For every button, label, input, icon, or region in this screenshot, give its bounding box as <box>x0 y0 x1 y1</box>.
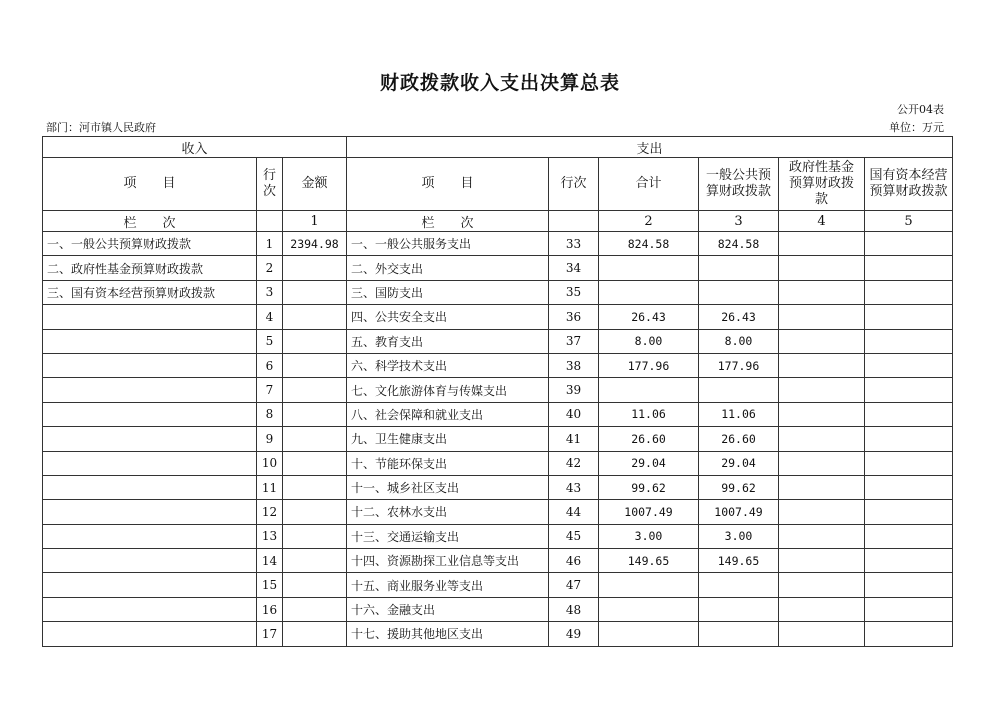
income-line-header: 行次 <box>257 158 283 211</box>
state-capital-cell <box>865 622 953 646</box>
table-row <box>43 232 953 256</box>
expense-line-cell: 34 <box>549 256 599 280</box>
general-budget-cell: 1007.49 <box>699 500 779 524</box>
fund-budget-cell <box>779 597 865 621</box>
total-cell <box>599 256 699 280</box>
income-amount-cell: 2394.98 <box>283 232 347 256</box>
fund-budget-cell <box>779 427 865 451</box>
income-item-header: 项 目 <box>43 158 257 211</box>
income-line-cell: 5 <box>257 329 283 353</box>
table-row <box>43 402 953 426</box>
expense-item-cell: 十二、农林水支出 <box>347 500 549 524</box>
state-capital-cell <box>865 524 953 548</box>
total-cell <box>599 378 699 402</box>
state-capital-cell <box>865 378 953 402</box>
expense-item-cell: 十一、城乡社区支出 <box>347 475 549 499</box>
fund-budget-cell <box>779 353 865 377</box>
table-row <box>43 475 953 499</box>
income-amount-cell <box>283 353 347 377</box>
state-capital-cell <box>865 573 953 597</box>
expense-line-cell: 33 <box>549 232 599 256</box>
income-item-cell <box>43 524 257 548</box>
state-capital-cell <box>865 475 953 499</box>
table-row <box>43 378 953 402</box>
expense-item-header: 项 目 <box>347 158 549 211</box>
income-line-cell: 8 <box>257 402 283 426</box>
income-item-cell <box>43 622 257 646</box>
state-capital-header: 国有资本经营预算财政拨款 <box>865 158 953 211</box>
income-amount-cell <box>283 549 347 573</box>
expense-item-cell: 七、文化旅游体育与传媒支出 <box>347 378 549 402</box>
state-capital-cell <box>865 256 953 280</box>
income-column-label: 栏 次 <box>43 211 257 232</box>
table-row <box>43 451 953 475</box>
income-line-cell: 16 <box>257 597 283 621</box>
state-capital-cell <box>865 549 953 573</box>
fund-budget-cell <box>779 378 865 402</box>
income-amount-cell <box>283 475 347 499</box>
income-line-cell: 17 <box>257 622 283 646</box>
expense-line-cell: 46 <box>549 549 599 573</box>
fund-budget-cell <box>779 256 865 280</box>
income-amount-cell <box>283 451 347 475</box>
table-row <box>43 622 953 646</box>
general-budget-cell <box>699 378 779 402</box>
expense-item-cell: 二、外交支出 <box>347 256 549 280</box>
income-amount-cell <box>283 329 347 353</box>
income-item-cell <box>43 451 257 475</box>
income-amount-cell <box>283 500 347 524</box>
income-item-cell <box>43 475 257 499</box>
income-item-cell <box>43 353 257 377</box>
income-line-cell: 15 <box>257 573 283 597</box>
table-row <box>43 280 953 304</box>
section-header-row <box>43 137 953 158</box>
expense-line-cell: 37 <box>549 329 599 353</box>
table-row <box>43 427 953 451</box>
state-capital-cell <box>865 451 953 475</box>
income-amount-cell <box>283 524 347 548</box>
expense-line-cell: 47 <box>549 573 599 597</box>
total-cell <box>599 280 699 304</box>
income-line-cell: 13 <box>257 524 283 548</box>
income-item-cell <box>43 427 257 451</box>
fund-budget-cell <box>779 475 865 499</box>
column-number-2: 2 <box>599 211 699 232</box>
income-header: 收入 <box>43 137 347 158</box>
table-row <box>43 549 953 573</box>
expense-item-cell: 十六、金融支出 <box>347 597 549 621</box>
total-cell <box>599 597 699 621</box>
column-number-row <box>43 211 953 232</box>
unit-label: 单位：万元 <box>889 121 944 134</box>
state-capital-cell <box>865 402 953 426</box>
income-line-cell: 11 <box>257 475 283 499</box>
expense-item-cell: 四、公共安全支出 <box>347 305 549 329</box>
income-item-cell <box>43 402 257 426</box>
total-cell: 26.43 <box>599 305 699 329</box>
expense-column-label: 栏 次 <box>347 211 549 232</box>
column-number-1: 1 <box>283 211 347 232</box>
table-row <box>43 500 953 524</box>
income-line-cell: 14 <box>257 549 283 573</box>
general-budget-cell <box>699 280 779 304</box>
expense-line-cell: 44 <box>549 500 599 524</box>
state-capital-cell <box>865 353 953 377</box>
income-item-cell <box>43 549 257 573</box>
income-item-cell: 二、政府性基金预算财政拨款 <box>43 256 257 280</box>
income-item-cell: 三、国有资本经营预算财政拨款 <box>43 280 257 304</box>
expense-line-cell: 35 <box>549 280 599 304</box>
fund-budget-cell <box>779 329 865 353</box>
fund-budget-cell <box>779 524 865 548</box>
expense-item-cell: 一、一般公共服务支出 <box>347 232 549 256</box>
income-amount-cell <box>283 378 347 402</box>
state-capital-cell <box>865 427 953 451</box>
income-item-cell <box>43 597 257 621</box>
table-row <box>43 305 953 329</box>
expense-line-cell: 43 <box>549 475 599 499</box>
department-label: 部门：河市镇人民政府 <box>46 121 156 134</box>
expense-line-cell: 41 <box>549 427 599 451</box>
general-budget-cell: 26.60 <box>699 427 779 451</box>
state-capital-cell <box>865 329 953 353</box>
general-budget-cell <box>699 622 779 646</box>
form-number: 公开04表 <box>897 103 944 116</box>
column-header-row <box>43 158 953 211</box>
expense-column-line-blank <box>549 211 599 232</box>
expense-item-cell: 十、节能环保支出 <box>347 451 549 475</box>
general-budget-header: 一般公共预算财政拨款 <box>699 158 779 211</box>
total-cell: 177.96 <box>599 353 699 377</box>
income-item-cell <box>43 500 257 524</box>
table-row <box>43 597 953 621</box>
general-budget-cell: 149.65 <box>699 549 779 573</box>
expense-item-cell: 十三、交通运输支出 <box>347 524 549 548</box>
expense-header: 支出 <box>347 137 953 158</box>
income-column-line-blank <box>257 211 283 232</box>
general-budget-cell: 26.43 <box>699 305 779 329</box>
total-cell: 26.60 <box>599 427 699 451</box>
expense-item-cell: 十四、资源勘探工业信息等支出 <box>347 549 549 573</box>
state-capital-cell <box>865 500 953 524</box>
fund-budget-header: 政府性基金预算财政拨款 <box>779 158 865 211</box>
fund-budget-cell <box>779 622 865 646</box>
general-budget-cell <box>699 573 779 597</box>
income-amount-header: 金额 <box>283 158 347 211</box>
table-row <box>43 256 953 280</box>
column-number-4: 4 <box>779 211 865 232</box>
general-budget-cell <box>699 597 779 621</box>
table-row <box>43 524 953 548</box>
fund-budget-cell <box>779 573 865 597</box>
page-title: 财政拨款收入支出决算总表 <box>379 72 620 94</box>
general-budget-cell: 177.96 <box>699 353 779 377</box>
total-cell <box>599 573 699 597</box>
total-cell <box>599 622 699 646</box>
total-cell: 824.58 <box>599 232 699 256</box>
column-number-3: 3 <box>699 211 779 232</box>
expense-line-cell: 48 <box>549 597 599 621</box>
income-line-cell: 12 <box>257 500 283 524</box>
state-capital-cell <box>865 232 953 256</box>
income-line-cell: 9 <box>257 427 283 451</box>
expense-item-cell: 十七、援助其他地区支出 <box>347 622 549 646</box>
income-item-cell: 一、一般公共预算财政拨款 <box>43 232 257 256</box>
budget-table <box>42 136 953 647</box>
general-budget-cell: 29.04 <box>699 451 779 475</box>
income-item-cell <box>43 305 257 329</box>
income-amount-cell <box>283 622 347 646</box>
income-line-cell: 10 <box>257 451 283 475</box>
general-budget-cell: 3.00 <box>699 524 779 548</box>
income-amount-cell <box>283 402 347 426</box>
general-budget-cell: 8.00 <box>699 329 779 353</box>
expense-line-header: 行次 <box>549 158 599 211</box>
state-capital-cell <box>865 280 953 304</box>
income-item-cell <box>43 329 257 353</box>
expense-line-cell: 42 <box>549 451 599 475</box>
expense-line-cell: 36 <box>549 305 599 329</box>
income-amount-cell <box>283 427 347 451</box>
general-budget-cell: 824.58 <box>699 232 779 256</box>
total-cell: 8.00 <box>599 329 699 353</box>
table-row <box>43 573 953 597</box>
total-cell: 99.62 <box>599 475 699 499</box>
total-header: 合计 <box>599 158 699 211</box>
fund-budget-cell <box>779 232 865 256</box>
income-line-cell: 3 <box>257 280 283 304</box>
expense-item-cell: 三、国防支出 <box>347 280 549 304</box>
income-item-cell <box>43 378 257 402</box>
income-item-cell <box>43 573 257 597</box>
fund-budget-cell <box>779 280 865 304</box>
expense-item-cell: 十五、商业服务业等支出 <box>347 573 549 597</box>
total-cell: 149.65 <box>599 549 699 573</box>
fund-budget-cell <box>779 402 865 426</box>
total-cell: 29.04 <box>599 451 699 475</box>
total-cell: 11.06 <box>599 402 699 426</box>
expense-item-cell: 九、卫生健康支出 <box>347 427 549 451</box>
income-line-cell: 2 <box>257 256 283 280</box>
income-amount-cell <box>283 305 347 329</box>
general-budget-cell <box>699 256 779 280</box>
fund-budget-cell <box>779 500 865 524</box>
expense-line-cell: 45 <box>549 524 599 548</box>
column-number-5: 5 <box>865 211 953 232</box>
general-budget-cell: 99.62 <box>699 475 779 499</box>
total-cell: 1007.49 <box>599 500 699 524</box>
income-line-cell: 7 <box>257 378 283 402</box>
fund-budget-cell <box>779 305 865 329</box>
income-amount-cell <box>283 256 347 280</box>
expense-line-cell: 40 <box>549 402 599 426</box>
income-line-cell: 6 <box>257 353 283 377</box>
expense-line-cell: 49 <box>549 622 599 646</box>
fund-budget-cell <box>779 549 865 573</box>
total-cell: 3.00 <box>599 524 699 548</box>
income-line-cell: 1 <box>257 232 283 256</box>
table-row <box>43 353 953 377</box>
fund-budget-cell <box>779 451 865 475</box>
general-budget-cell: 11.06 <box>699 402 779 426</box>
income-amount-cell <box>283 597 347 621</box>
state-capital-cell <box>865 305 953 329</box>
income-line-cell: 4 <box>257 305 283 329</box>
expense-line-cell: 38 <box>549 353 599 377</box>
income-amount-cell <box>283 280 347 304</box>
income-amount-cell <box>283 573 347 597</box>
expense-item-cell: 六、科学技术支出 <box>347 353 549 377</box>
expense-item-cell: 八、社会保障和就业支出 <box>347 402 549 426</box>
table-row <box>43 329 953 353</box>
expense-item-cell: 五、教育支出 <box>347 329 549 353</box>
state-capital-cell <box>865 597 953 621</box>
expense-line-cell: 39 <box>549 378 599 402</box>
